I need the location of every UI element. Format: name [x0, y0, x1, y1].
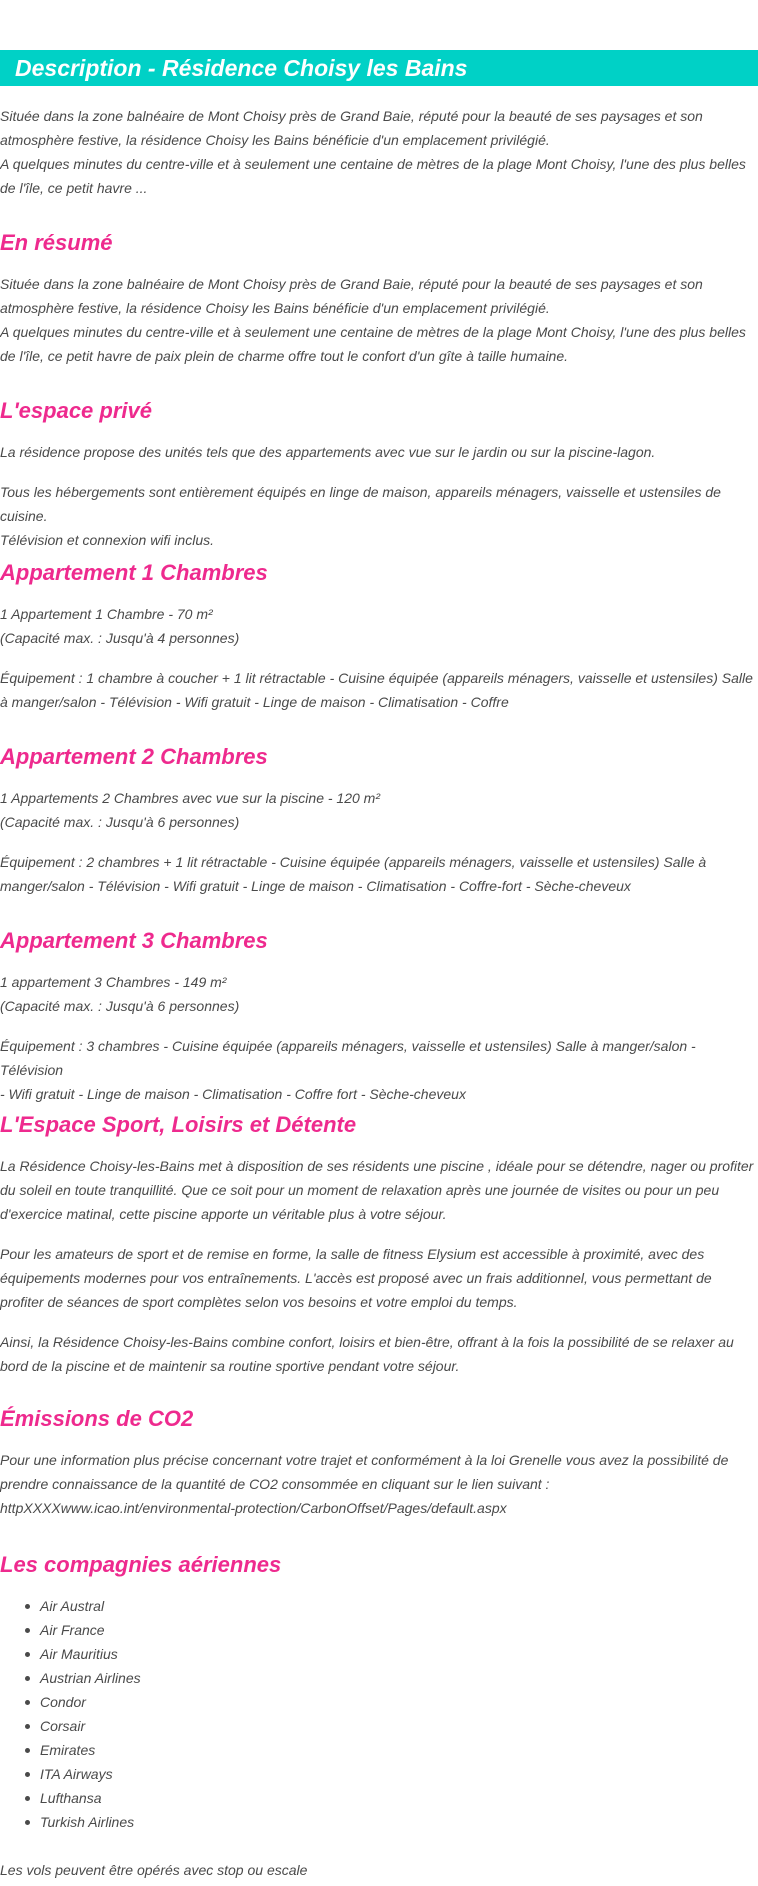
text-line: Tous les hébergements sont entièrement équipés en linge de maison, appareils ménagers, vaisselle et ustensiles de cuisine.: [0, 484, 721, 524]
apt3-equipment: [0, 1034, 758, 1106]
description-banner: [0, 50, 758, 86]
list-item: Air France: [0, 1618, 758, 1642]
text-line: du soleil en toute tranquillité. Que ce soit pour un moment de relaxation après une journée de visites ou pour un peu: [0, 1182, 720, 1198]
text-line: équipements modernes pour vos entraînements. L'accès est proposé avec un frais additionnel, vous permettant de: [0, 1270, 712, 1286]
heading-appartement-2: Appartement 2 Chambres: [0, 744, 268, 769]
list-item: Emirates: [0, 1738, 758, 1762]
text-line: A quelques minutes du centre-ville et à seulement une centaine de mètres de la plage Mont Choisy, l'une des plus belles: [0, 156, 746, 172]
text-line: Équipement : 3 chambres - Cuisine équipée (appareils ménagers, vaisselle et ustensiles) Salle à manger/salon - Télévision: [0, 1038, 696, 1078]
list-item: Corsair: [0, 1714, 758, 1738]
text-line: de l'île, ce petit havre de paix plein de charme offre tout le confort d'un gîte à taille humaine.: [0, 348, 569, 364]
heading-emissions-co2: Émissions de CO2: [0, 1406, 194, 1431]
apt2-equipment: [0, 850, 758, 898]
list-item: Turkish Airlines: [0, 1810, 758, 1834]
heading-resume: En résumé: [0, 230, 113, 255]
list-item: Air Austral: [0, 1594, 758, 1618]
text-line: Télévision et connexion wifi inclus.: [0, 532, 214, 548]
text-line: profiter de séances de sport complètes selon vos besoins et votre emploi du temps.: [0, 1294, 518, 1310]
page-title: Description - Résidence Choisy les Bains: [15, 55, 468, 81]
airlines-footer: [0, 1858, 758, 1882]
text-line: prendre connaissance de la quantité de CO2 consommée en cliquant sur le lien suivant :: [0, 1476, 550, 1492]
text-line: de l'île, ce petit havre ...: [0, 180, 148, 196]
co2-link[interactable]: httpXXXXwww.icao.int/environmental-protection/CarbonOffset/Pages/default.aspx: [0, 1500, 507, 1516]
apt2-size: 1 Appartements 2 Chambres avec vue sur la piscine - 120 m²: [0, 790, 380, 806]
text-line: manger/salon - Télévision - Wifi gratuit - Linge de maison - Climatisation - Coffre-fort - Sèche-cheveux: [0, 878, 631, 894]
heading-espace-sport: L'Espace Sport, Loisirs et Détente: [0, 1112, 357, 1137]
espace-prive-paragraph-1: [0, 440, 758, 464]
text-line: - Wifi gratuit - Linge de maison - Climatisation - Coffre fort - Sèche-cheveux: [0, 1086, 466, 1102]
sport-paragraph-1: [0, 1154, 758, 1226]
text-line: Pour une information plus précise concernant votre trajet et conformément à la loi Grenelle vous avez la possibilité de: [0, 1452, 729, 1468]
apt1-equipment: [0, 666, 758, 714]
list-item: Lufthansa: [0, 1786, 758, 1810]
list-item: Air Mauritius: [0, 1642, 758, 1666]
sport-paragraph-3: [0, 1330, 758, 1378]
apt1-capacity: (Capacité max. : Jusqu'à 4 personnes): [0, 630, 240, 646]
text-line: Les vols peuvent être opérés avec stop ou escale: [0, 1862, 308, 1878]
text-line: Ainsi, la Résidence Choisy-les-Bains combine confort, loisirs et bien-être, offrant à la fois la possibilité de se relaxer au: [0, 1334, 734, 1350]
text-line: bord de la piscine et de maintenir sa routine sportive pendant votre séjour.: [0, 1358, 460, 1374]
text-line: Située dans la zone balnéaire de Mont Choisy près de Grand Baie, réputé pour la beauté de ses paysages et son: [0, 108, 703, 124]
list-item: Condor: [0, 1690, 758, 1714]
sport-paragraph-2: [0, 1242, 758, 1314]
intro-paragraph: [0, 104, 758, 200]
apt3-capacity: (Capacité max. : Jusqu'à 6 personnes): [0, 998, 240, 1014]
text-line: La Résidence Choisy-les-Bains met à disposition de ses résidents une piscine , idéale pour se détendre, nager ou profiter: [0, 1158, 754, 1174]
text-line: Équipement : 1 chambre à coucher + 1 lit rétractable - Cuisine équipée (appareils ménagers, vaisselle et ustensiles) Salle: [0, 670, 753, 686]
resume-paragraph: [0, 272, 758, 368]
espace-prive-paragraph-2: [0, 480, 758, 552]
text-line: Pour les amateurs de sport et de remise en forme, la salle de fitness Elysium est accessible à proximité, avec des: [0, 1246, 705, 1262]
text-line: atmosphère festive, la résidence Choisy les Bains bénéficie d'un emplacement privilégié.: [0, 132, 550, 148]
list-item: Austrian Airlines: [0, 1666, 758, 1690]
text-line: d'exercice matinal, cette piscine apporte un véritable plus à votre séjour.: [0, 1206, 447, 1222]
text-line: A quelques minutes du centre-ville et à seulement une centaine de mètres de la plage Mont Choisy, l'une des plus belles: [0, 324, 746, 340]
apt1-size: 1 Appartement 1 Chambre - 70 m²: [0, 606, 213, 622]
apt3-details: [0, 970, 758, 1018]
list-item: ITA Airways: [0, 1762, 758, 1786]
apt3-size: 1 appartement 3 Chambres - 149 m²: [0, 974, 227, 990]
heading-appartement-1: Appartement 1 Chambres: [0, 560, 268, 585]
text-line: La résidence propose des unités tels que des appartements avec vue sur le jardin ou sur la piscine-lagon.: [0, 444, 656, 460]
heading-espace-prive: L'espace privé: [0, 398, 152, 423]
text-line: à manger/salon - Télévision - Wifi gratuit - Linge de maison - Climatisation - Coffre: [0, 694, 509, 710]
text-line: Située dans la zone balnéaire de Mont Choisy près de Grand Baie, réputé pour la beauté de ses paysages et son: [0, 276, 703, 292]
text-line: atmosphère festive, la résidence Choisy les Bains bénéficie d'un emplacement privilégié.: [0, 300, 550, 316]
airlines-list: [0, 1594, 758, 1834]
apt1-details: [0, 602, 758, 650]
apt2-details: [0, 786, 758, 834]
airlines-list-wrapper: [0, 1594, 758, 1834]
heading-compagnies-aeriennes: Les compagnies aériennes: [0, 1552, 282, 1577]
heading-appartement-3: Appartement 3 Chambres: [0, 928, 268, 953]
apt2-capacity: (Capacité max. : Jusqu'à 6 personnes): [0, 814, 240, 830]
co2-paragraph: [0, 1448, 758, 1520]
text-line: Équipement : 2 chambres + 1 lit rétractable - Cuisine équipée (appareils ménagers, vaisselle et ustensiles) Salle à: [0, 854, 707, 870]
